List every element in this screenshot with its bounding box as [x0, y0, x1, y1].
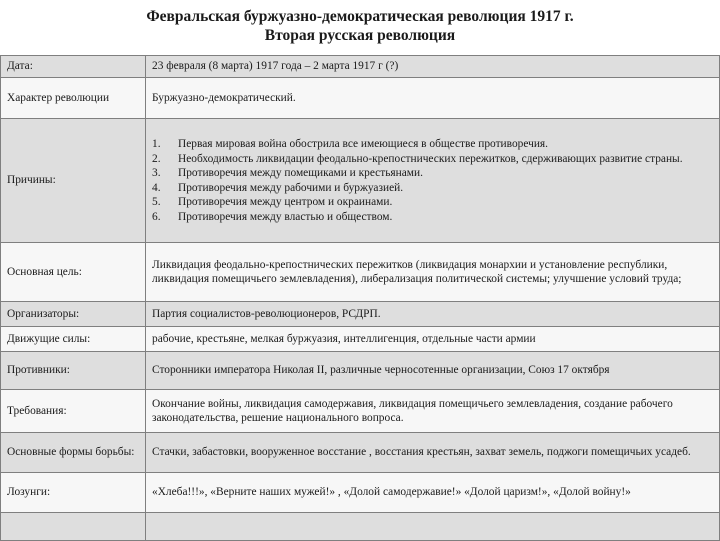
row-slogans [1, 473, 720, 513]
label-driving-forces: Движущие силы: [1, 327, 146, 352]
revolution-table [0, 55, 720, 541]
row-empty [1, 513, 720, 541]
value-empty [146, 513, 720, 541]
value-forms: Стачки, забастовки, вооруженное восстание , восстания крестьян, захват земель, поджоги помещичьих усадеб. [146, 433, 720, 473]
value-character: Буржуазно-демократический. [146, 78, 720, 119]
row-demands [1, 390, 720, 433]
list-item: 1. Первая мировая война обострила все имеющиеся в обществе противоречия. [152, 138, 549, 150]
label-demands: Требования: [1, 390, 146, 433]
value-opponents: Сторонники императора Николая II, различные черносотенные организации, Союз 17 октября [146, 352, 720, 390]
causes-list [152, 137, 713, 224]
value-demands: Окончание войны, ликвидация самодержавия, ликвидация помещичьего землевладения, создание рабочего законодательства, решение национального вопроса. [146, 390, 720, 433]
label-organizers: Организаторы: [1, 302, 146, 327]
row-causes [1, 119, 720, 243]
label-date: Дата: [1, 56, 146, 78]
value-organizers: Партия социалистов-революционеров, РСДРП. [146, 302, 720, 327]
value-driving-forces: рабочие, крестьяне, мелкая буржуазия, интеллигенция, отдельные части армии [146, 327, 720, 352]
list-item: 5. Противоречия между центром и окраинами. [152, 196, 393, 208]
row-driving-forces [1, 327, 720, 352]
label-opponents: Противники: [1, 352, 146, 390]
row-forms [1, 433, 720, 473]
list-item: 2. Необходимость ликвидации феодально-крепостнических пережитков, сдерживающих развитие страны. [152, 152, 683, 165]
value-goal: Ликвидация феодально-крепостнических пережитков (ликвидация монархии и установление республики, ликвидация помещичьего землевладения), либерализация политической системы; улучшение условий труда; [146, 243, 720, 302]
row-character [1, 78, 720, 119]
value-slogans: «Хлеба!!!», «Верните наших мужей!» , «Долой самодержавие!» «Долой царизм!», «Долой войну!» [146, 473, 720, 513]
row-opponents [1, 352, 720, 390]
label-goal: Основная цель: [1, 243, 146, 302]
list-item: 3. Противоречия между помещиками и крестьянами. [152, 167, 423, 179]
label-character: Характер революции [1, 78, 146, 119]
label-empty [1, 513, 146, 541]
title-line-1: Февральская буржуазно-демократическая революция 1917 г. [146, 8, 574, 25]
title-line-2: Вторая русская революция [264, 27, 456, 44]
label-forms: Основные формы борьбы: [1, 433, 146, 473]
row-date [1, 56, 720, 78]
page-title [0, 0, 720, 55]
list-item: 4. Противоречия между рабочими и буржуазией. [152, 181, 404, 194]
row-organizers [1, 302, 720, 327]
label-slogans: Лозунги: [1, 473, 146, 513]
label-causes: Причины: [1, 119, 146, 243]
list-item: 6. Противоречия между властью и обществом. [152, 210, 393, 223]
row-goal [1, 243, 720, 302]
value-causes [146, 119, 720, 243]
value-date: 23 февраля (8 марта) 1917 года – 2 марта 1917 г (?) [146, 56, 720, 78]
